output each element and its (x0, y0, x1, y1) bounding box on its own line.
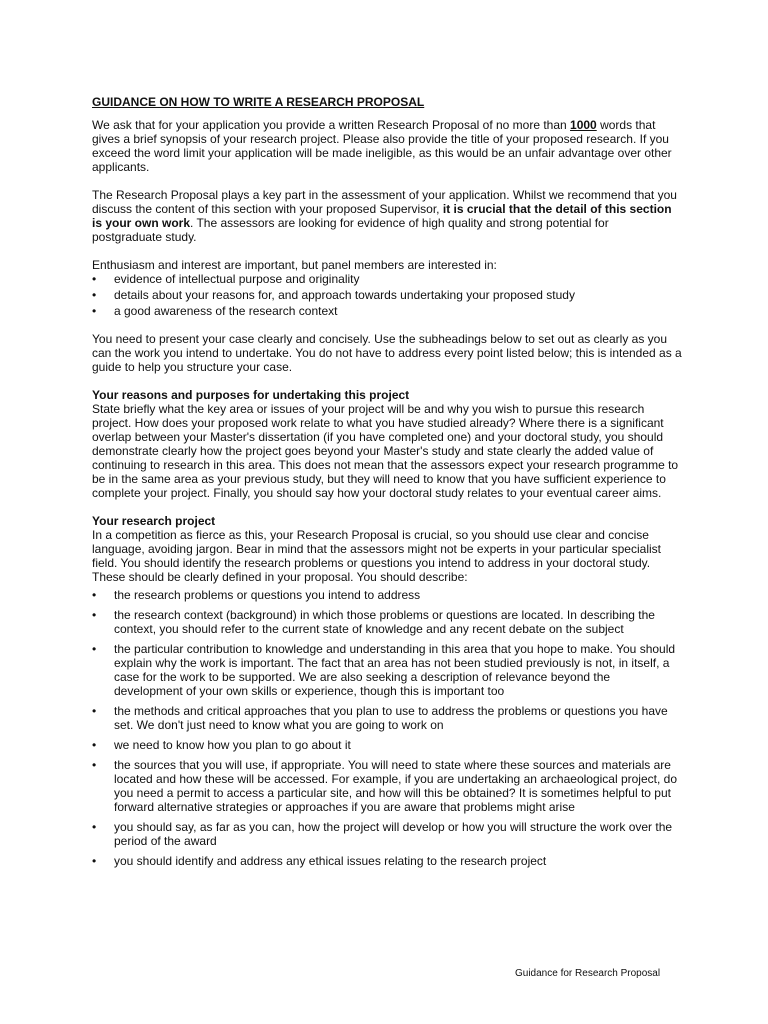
bullet-icon: • (92, 588, 97, 602)
list-item (92, 588, 682, 602)
bullet-icon: • (92, 758, 97, 772)
list-item-text: details about your reasons for, and approach towards undertaking your proposed study (114, 288, 575, 302)
list-item (92, 608, 682, 636)
section-heading: Your research project (92, 514, 216, 528)
bullet-icon: • (92, 704, 97, 718)
list-item-text: you should identify and address any ethical issues relating to the research project (114, 854, 547, 868)
list-item-text: you should say, as far as you can, how the project will develop or how you will structure the work over the period of the award (114, 820, 673, 848)
intro-p1-text-a: We ask that for your application you provide a written Research Proposal of no more than (92, 118, 571, 132)
list-item-text: we need to know how you plan to go about it (114, 738, 351, 752)
intro-paragraph-2 (92, 188, 682, 244)
list-item (92, 758, 682, 814)
intro-p1-text-b: words that gives a brief synopsis of your research project. Please also provide the title of your proposed research. If you exceed the word limit your application will be made ineligible, as this would be an unfair advantage over other applicants. (92, 118, 672, 174)
list-item-text: the methods and critical approaches that you plan to use to address the problems or questions you have set. We don't just need to know what you are going to work on (114, 704, 668, 732)
list-item-text: the particular contribution to knowledge and understanding in this area that you hope to make. You should explain why the work is important. The fact that an area has not been studied previously is not, in itself, a case for the work to be supported. We are also seeking a description of relevance beyond the development of your own skills or experience, though this is important too (114, 642, 676, 698)
list-item (92, 820, 682, 848)
intro-paragraph-1 (92, 118, 682, 174)
list-item-text: a good awareness of the research context (114, 304, 338, 318)
list-item (92, 704, 682, 732)
section-reasons (92, 388, 682, 500)
list-item (92, 272, 682, 286)
list-item (92, 288, 682, 302)
bullet-icon: • (92, 304, 97, 318)
section-research-project (92, 514, 682, 868)
list-item (92, 854, 682, 868)
list-item-text: evidence of intellectual purpose and originality (114, 272, 360, 286)
page-footer: Guidance for Research Proposal (515, 968, 661, 979)
bullet-icon: • (92, 820, 97, 834)
list-item (92, 304, 682, 318)
bullet-icon: • (92, 854, 97, 868)
bullet-icon: • (92, 608, 97, 622)
document-page (92, 95, 682, 882)
section-body: In a competition as fierce as this, your Research Proposal is crucial, so you should use clear and concise language, avoiding jargon. Bear in mind that the assessors might not be experts in your particular specialist field. You should identify the research problems or questions you intend to address in your doctoral study. These should be clearly defined in your proposal. You should describe: (92, 528, 661, 584)
bullet-icon: • (92, 272, 97, 286)
intro-paragraph-3: Enthusiasm and interest are important, but panel members are interested in: (92, 258, 497, 272)
list-item (92, 738, 682, 752)
list-item-text: the research problems or questions you intend to address (114, 588, 421, 602)
describe-bullet-list (92, 588, 682, 868)
section-heading: Your reasons and purposes for undertaking this project (92, 388, 410, 402)
intro-p2-text-b: . The assessors are looking for evidence of high quality and strong potential for postgraduate study. (92, 216, 609, 244)
list-item (92, 642, 682, 698)
interest-bullet-list (92, 272, 682, 318)
bullet-icon: • (92, 738, 97, 752)
word-limit: 1000 (570, 118, 597, 132)
intro-p2-text-a: The Research Proposal plays a key part in the assessment of your application. Whilst we recommend that you discuss the content of this section with your proposed Supervisor, (92, 188, 677, 216)
list-item-text: the research context (background) in which those problems or questions are located. In describing the context, you should refer to the current state of knowledge and any recent debate on the subject (114, 608, 655, 636)
page-title: GUIDANCE ON HOW TO WRITE A RESEARCH PROPOSAL (92, 95, 425, 109)
bullet-icon: • (92, 288, 97, 302)
intro-paragraph-4: You need to present your case clearly and concisely. Use the subheadings below to set out as clearly as you can the work you intend to undertake. You do not have to address every point listed below; this is intended as a guide to help you structure your case. (92, 332, 682, 374)
intro-p2-emphasis: it is crucial that the detail of this section is your own work (92, 202, 672, 230)
section-body: State briefly what the key area or issues of your project will be and why you wish to pursue this research project. How does your proposed work relate to what you have studied already? Where there is a significant overlap between your Master's dissertation (if you have completed one) and your doctoral study, you should demonstrate clearly how the project goes beyond your Master's study and state clearly the added value of continuing to research in this area. This does not mean that the assessors expect your research programme to be in the same area as your previous study, but they will need to know that you have sufficient experience to complete your project. Finally, you should say how your doctoral study relates to your eventual career aims. (92, 402, 679, 500)
list-item-text: the sources that you will use, if appropriate. You will need to state where these sources and materials are located and how these will be accessed. For example, if you are undertaking an archaeological project, do you need a permit to access a particular site, and how will this be obtained? It is sometimes helpful to put forward alternative strategies or approaches if you are aware that problems might arise (114, 758, 677, 814)
bullet-icon: • (92, 642, 97, 656)
